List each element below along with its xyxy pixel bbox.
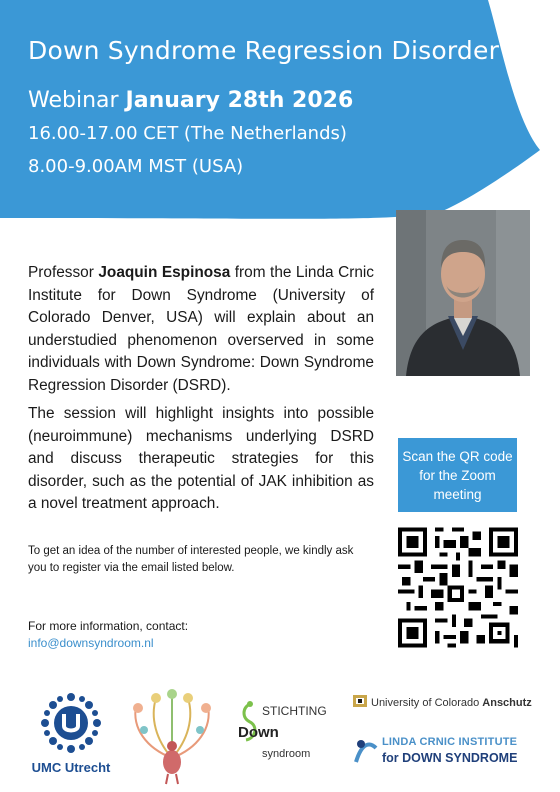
speaker-name: Joaquin Espinosa: [98, 264, 231, 281]
crnic-line2: for DOWN SYNDROME: [382, 751, 518, 765]
intro-post: from the Linda Crnic Institute for Down Syndrome (University of Colorado Denver, USA) will explain about an understudied phenomenon overserved in some individuals with Down Syndrome: Down Syndrome Regression Disorder (DSRD).: [28, 264, 374, 394]
umc-utrecht-logo: [26, 688, 116, 783]
cu-label-bold: Anschutz: [482, 697, 532, 709]
cu-icon: [352, 694, 368, 708]
peacock-logo: [126, 688, 218, 786]
cu-label: University of Colorado: [371, 697, 483, 709]
webinar-prefix: Webinar: [28, 88, 119, 113]
contact-email-link[interactable]: info@downsyndroom.nl: [28, 636, 154, 650]
umc-emblem-icon: [26, 688, 116, 758]
register-note: To get an idea of the number of interested people, we kindly ask you to register via the email listed below.: [28, 545, 354, 574]
session-paragraph: The session will highlight insights into possible (neuroimmune) mechanisms underlying DSRD and discuss therapeutic strategies for this disorder, such as the potential of JAK inhibition as a novel treatment approach.: [28, 405, 374, 513]
syndroom-label: syndroom: [262, 748, 311, 760]
qr-code[interactable]: [398, 525, 518, 650]
intro-pre: Professor: [28, 264, 99, 281]
intro-paragraph: [28, 262, 374, 398]
crnic-icon: [352, 736, 378, 766]
down-label: Down: [238, 724, 279, 741]
contact-block: [28, 618, 188, 652]
stichting-down-syndroom-logo: [236, 700, 336, 770]
crnic-line1: LINDA CRNIC INSTITUTE: [382, 736, 518, 748]
linda-crnic-logo: [352, 736, 542, 770]
event-title: Down Syndrome Regression Disorder: [28, 36, 500, 65]
cu-anschutz-logo: [352, 694, 542, 714]
time-cet: 16.00-17.00 CET (The Netherlands): [28, 123, 347, 144]
qr-label-box: Scan the QR code for the Zoom meeting: [398, 438, 517, 512]
umc-label: UMC Utrecht: [31, 760, 111, 775]
contact-label: For more information, contact:: [28, 619, 189, 633]
stichting-label: STICHTING: [262, 704, 327, 718]
webinar-date-line: [28, 88, 353, 113]
time-mst: 8.00-9.00AM MST (USA): [28, 156, 244, 177]
speaker-photo: [396, 210, 530, 376]
webinar-date: January 28th 2026: [125, 88, 354, 113]
